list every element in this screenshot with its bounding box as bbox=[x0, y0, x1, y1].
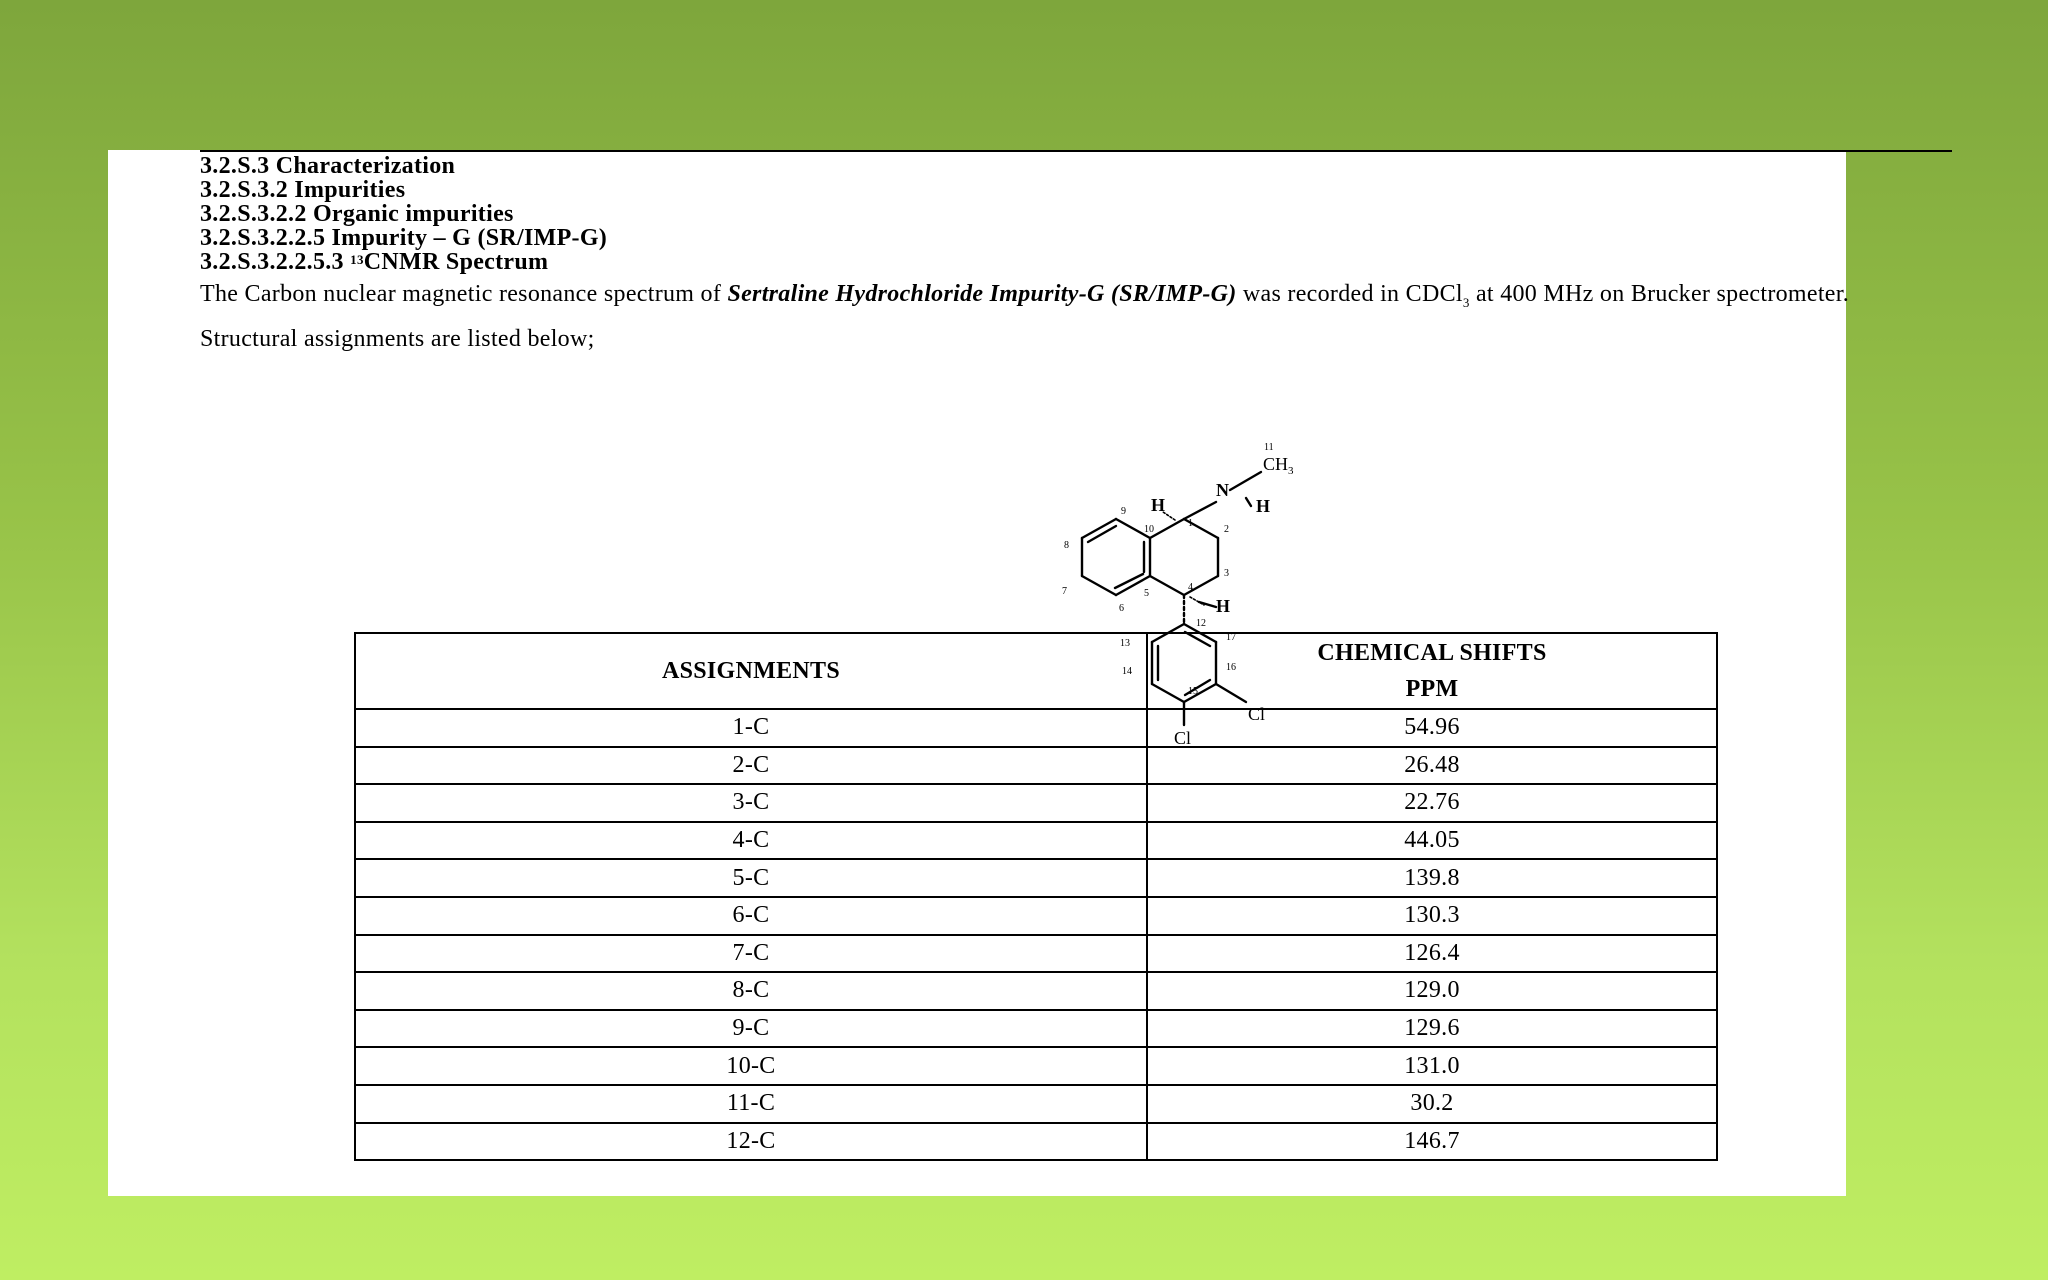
svg-text:4: 4 bbox=[1188, 582, 1193, 593]
chemical-shifts-header: CHEMICAL SHIFTS PPM bbox=[1147, 633, 1717, 709]
table-row bbox=[355, 784, 1717, 822]
assignment-cell: 11-C bbox=[355, 1085, 1147, 1123]
svg-text:17: 17 bbox=[1226, 632, 1236, 643]
n-label: N bbox=[1216, 480, 1229, 500]
svg-text:7: 7 bbox=[1062, 586, 1067, 597]
assignment-cell: 4-C bbox=[355, 822, 1147, 860]
document-page bbox=[108, 150, 1850, 1196]
table-row bbox=[355, 897, 1717, 935]
shift-cell: 126.4 bbox=[1147, 935, 1717, 973]
h-label-1: H bbox=[1151, 495, 1166, 515]
assignment-cell: 7-C bbox=[355, 935, 1147, 973]
shift-cell: 130.3 bbox=[1147, 897, 1717, 935]
cl-label-right: Cl bbox=[1248, 704, 1266, 724]
heading-impurity-g: 3.2.S.3.2.2.5 Impurity – G (SR/IMP-G) bbox=[200, 225, 608, 251]
svg-text:9: 9 bbox=[1121, 506, 1126, 517]
shift-cell: 26.48 bbox=[1147, 747, 1717, 785]
ch3-label: $CH_3$ bbox=[1263, 454, 1294, 477]
table-row bbox=[355, 1085, 1717, 1123]
shift-cell: 129.6 bbox=[1147, 1010, 1717, 1048]
nmr-assignments-table bbox=[354, 632, 1718, 1161]
table-row bbox=[355, 972, 1717, 1010]
top-rule bbox=[200, 150, 1952, 152]
description-paragraph: The Carbon nuclear magnetic resonance spectrum of Sertraline Hydrochloride Impurity-G (SR/IMP-G) was recorded in CDCl$_3$ at 400 MHz on Brucker spectrometer. Structural assignments are listed below; bbox=[200, 281, 1850, 352]
svg-text:3: 3 bbox=[1224, 568, 1229, 579]
assignment-cell: 10-C bbox=[355, 1047, 1147, 1085]
table-row bbox=[355, 1123, 1717, 1161]
svg-text:14: 14 bbox=[1122, 666, 1132, 677]
svg-text:12: 12 bbox=[1196, 618, 1206, 629]
svg-text:16: 16 bbox=[1226, 662, 1236, 673]
table-row bbox=[355, 935, 1717, 973]
assignment-cell: 2-C bbox=[355, 747, 1147, 785]
shift-cell: 44.05 bbox=[1147, 822, 1717, 860]
shift-cell: 22.76 bbox=[1147, 784, 1717, 822]
cl-label-bottom: Cl bbox=[1174, 728, 1192, 748]
svg-text:10: 10 bbox=[1144, 524, 1154, 535]
shift-cell: 54.96 bbox=[1147, 709, 1717, 747]
table-row bbox=[355, 859, 1717, 897]
svg-text:8: 8 bbox=[1064, 540, 1069, 551]
heading-characterization: 3.2.S.3 Characterization bbox=[200, 153, 456, 179]
assignment-cell: 5-C bbox=[355, 859, 1147, 897]
assignment-cell: 1-C bbox=[355, 709, 1147, 747]
h-label-2: H bbox=[1256, 496, 1271, 516]
assignment-cell: 3-C bbox=[355, 784, 1147, 822]
heading-impurities: 3.2.S.3.2 Impurities bbox=[200, 177, 406, 203]
svg-text:13: 13 bbox=[1120, 638, 1130, 649]
shift-cell: 139.8 bbox=[1147, 859, 1717, 897]
heading-cnmr-spectrum: 3.2.S.3.2.2.5.3 $^{13}$CNMR Spectrum bbox=[200, 249, 549, 275]
shift-cell: 131.0 bbox=[1147, 1047, 1717, 1085]
assignment-cell: 12-C bbox=[355, 1123, 1147, 1161]
table-row bbox=[355, 747, 1717, 785]
shift-cell: 129.0 bbox=[1147, 972, 1717, 1010]
compound-name: Sertraline Hydrochloride Impurity-G (SR/IMP-G) bbox=[727, 281, 1237, 307]
svg-text:6: 6 bbox=[1119, 603, 1124, 614]
table-row bbox=[355, 822, 1717, 860]
svg-text:2: 2 bbox=[1224, 524, 1229, 535]
table-header-row bbox=[355, 633, 1717, 709]
shift-cell: 146.7 bbox=[1147, 1123, 1717, 1161]
svg-text:5: 5 bbox=[1144, 588, 1149, 599]
table-row bbox=[355, 709, 1717, 747]
svg-text:1: 1 bbox=[1188, 518, 1193, 529]
table-row bbox=[355, 1047, 1717, 1085]
shift-cell: 30.2 bbox=[1147, 1085, 1717, 1123]
svg-text:15: 15 bbox=[1188, 686, 1198, 697]
assignment-cell: 9-C bbox=[355, 1010, 1147, 1048]
svg-text:11: 11 bbox=[1264, 442, 1274, 453]
table-row bbox=[355, 1010, 1717, 1048]
heading-organic-impurities: 3.2.S.3.2.2 Organic impurities bbox=[200, 201, 514, 227]
h-label-3: H bbox=[1216, 596, 1231, 616]
assignment-cell: 8-C bbox=[355, 972, 1147, 1010]
assignment-cell: 6-C bbox=[355, 897, 1147, 935]
assignments-header: ASSIGNMENTS bbox=[355, 633, 1147, 709]
